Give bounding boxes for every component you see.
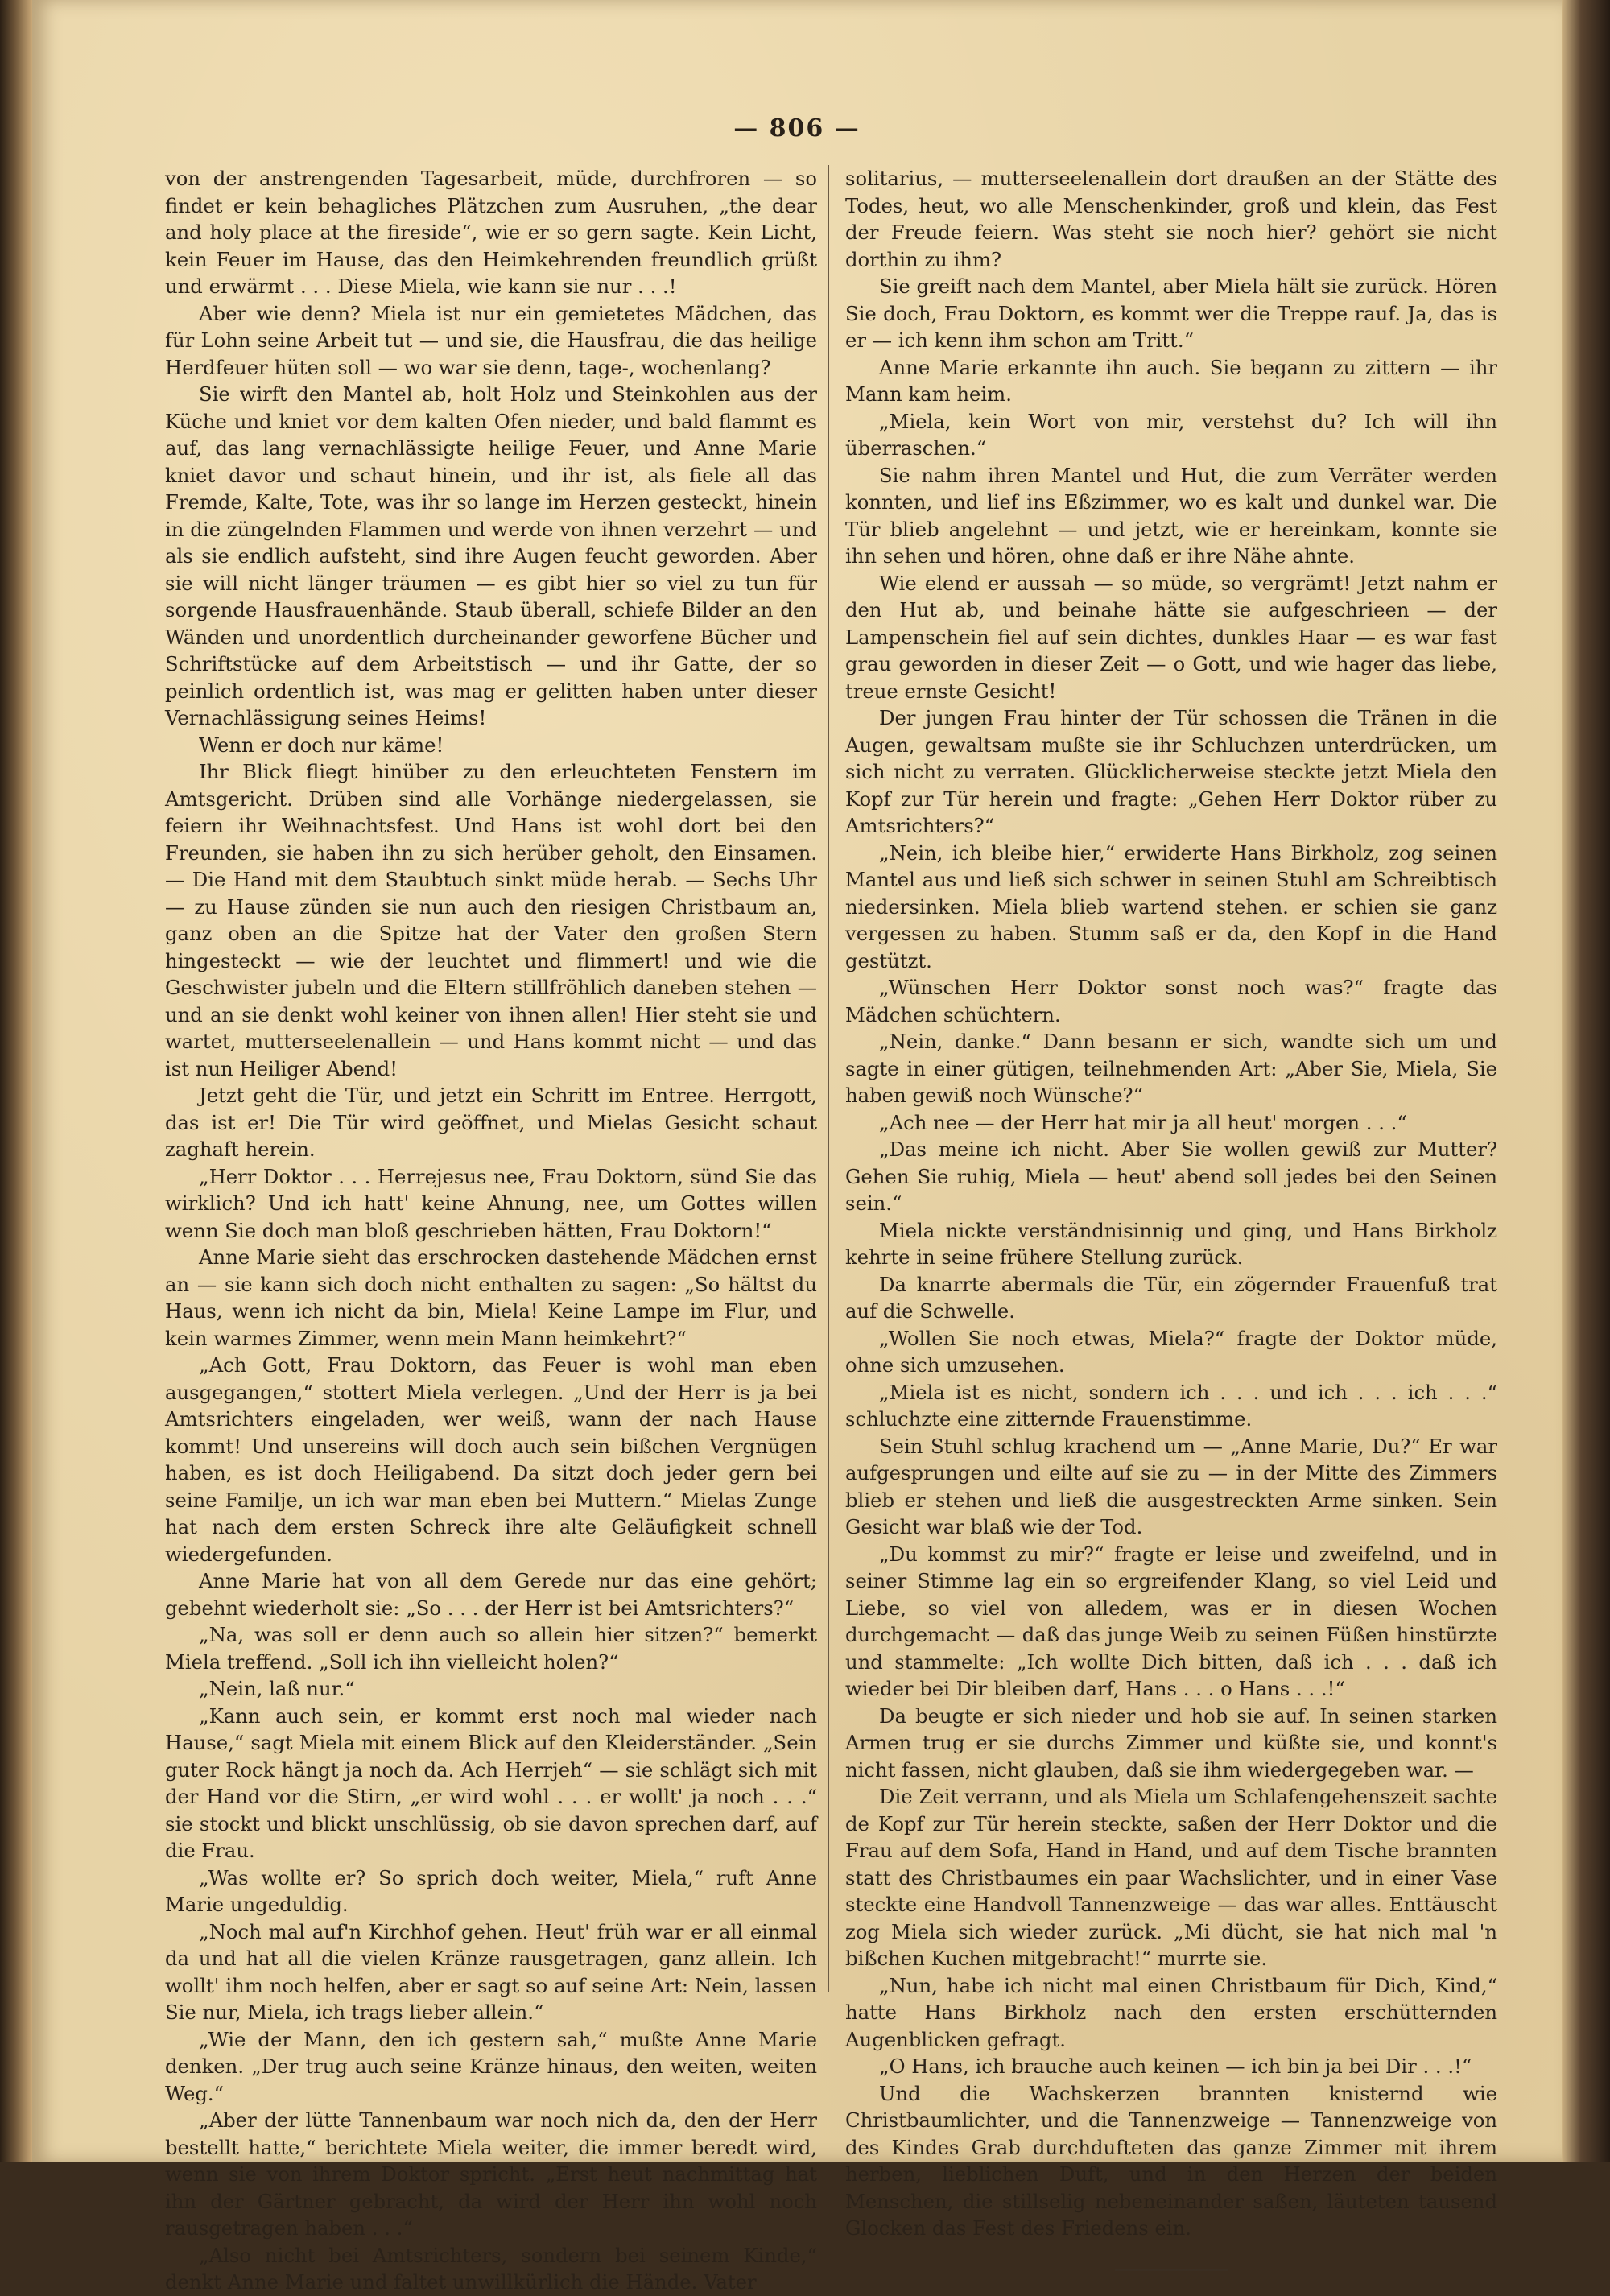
- paragraph: „Kann auch sein, er kommt erst noch mal wieder nach Hause,“ sagt Miela mit einem Blick auf den Kleiderständer. „Sein guter Rock hängt ja noch da. Ach Herrjeh“ — sie schlägt sich mit der Hand vor die Stirn, „er wird wohl . . . er wollt' ja noch . . .“ sie stockt und blickt unschlüssig, ob sie davon sprechen darf, auf die Frau.: [165, 1703, 817, 1862]
- paragraph: „Miela, kein Wort von mir, verstehst du? Ich will ihn überraschen.“: [845, 409, 1497, 460]
- paragraph: Miela nickte verständnisinnig und ging, und Hans Birkholz kehrte in seine frühere Stellung zurück.: [845, 1218, 1497, 1269]
- paragraph: „Miela ist es nicht, sondern ich . . . und ich . . . ich . . .“ schluchzte eine zitternde Frauenstimme.: [845, 1380, 1497, 1431]
- paragraph: „Also nicht bei Amtsrichters, sondern bei seinem Kinde,“ denkt Anne Marie und faltet unwillkürlich die Hände. Vater: [165, 2243, 817, 2294]
- paragraph: Sein Stuhl schlug krachend um — „Anne Marie, Du?“ Er war aufgesprungen und eilte auf sie zu — in der Mitte des Zimmers blieb er stehen und ließ die ausgestreckten Arme sinken. Sein Gesicht war blaß wie der Tod.: [845, 1434, 1497, 1538]
- paragraph: „Was wollte er? So sprich doch weiter, Miela,“ ruft Anne Marie ungeduldig.: [165, 1865, 817, 1916]
- right-column: [845, 165, 1497, 2271]
- paragraph: Aber wie denn? Miela ist nur ein gemietetes Mädchen, das für Lohn seine Arbeit tut — und sie, die Hausfrau, die das heilige Herdfeuer hüten soll — wo war sie denn, tage-, wochenlang?: [165, 301, 817, 379]
- paragraph: Sie greift nach dem Mantel, aber Miela hält sie zurück. Hören Sie doch, Frau Doktorn, es kommt wer die Treppe rauf. Ja, das is er — ich kenn ihm schon am Tritt.“: [845, 275, 1497, 352]
- left-column: [165, 165, 817, 2296]
- paragraph: Sie wirft den Mantel ab, holt Holz und Steinkohlen aus der Küche und kniet vor dem kalten Ofen nieder, und bald flammt es auf, das lang vernachlässigte heilige Feuer, und Anne Marie kniet davor und schaut hinein, und ihr ist, als fiele all das Fremde, Kalte, Tote, was ihr so lange im Herzen gesteckt, hinein in die züngelnden Flammen und werde von ihnen verzehrt — und als sie endlich aufsteht, sind ihre Augen feucht geworden. Aber sie will nicht länger träumen — es gibt hier so viel zu tun für sorgende Hausfrauenhände. Staub überall, schiefe Bilder an den Wänden und unordentlich durcheinander geworfene Bücher und Schriftstücke auf dem Arbeitstisch — und ihr Gatte, der so peinlich ordentlich ist, was mag er gelitten haben unter dieser Vernachlässigung seines Heims!: [165, 382, 817, 729]
- page-edge-shadow: [1562, 0, 1610, 2162]
- end-of-article-rule: [1115, 2269, 1228, 2271]
- paragraph: „Na, was soll er denn auch so allein hier sitzen?“ bemerkt Miela treffend. „Soll ich ihn vielleicht holen?“: [165, 1623, 817, 1674]
- paragraph: „Nein, danke.“ Dann besann er sich, wandte sich um und sagte in einer gütigen, teilnehmenden Art: „Aber Sie, Miela, Sie haben gewiß noch Wünsche?“: [845, 1030, 1497, 1107]
- paragraph: Anne Marie hat von all dem Gerede nur das eine gehört; gebehnt wiederholt sie: „So . . . der Herr ist bei Amtsrichters?“: [165, 1569, 817, 1620]
- paragraph: „O Hans, ich brauche auch keinen — ich bin ja bei Dir . . .!“: [879, 2054, 1472, 2078]
- paragraph: Sie nahm ihren Mantel und Hut, die zum Verräter werden konnten, und lief ins Eßzimmer, wo es kalt und dunkel war. Die Tür blieb angelehnt — und jetzt, wie er hereinkam, konnte sie ihn sehen und hören, ohne daß er ihre Nähe ahnte.: [845, 463, 1497, 568]
- paragraph: „Aber der lütte Tannenbaum war noch nich da, den der Herr bestellt hatte,“ berichtete Miela weiter, die immer beredt wird, wenn sie von ihrem Doktor spricht. „Erst heut nachmittag hat ihn der Gärtner gebracht, da wird der Herr ihn wohl noch rausgetragen haben . . .“: [165, 2108, 817, 2240]
- paragraph: „Nein, ich bleibe hier,“ erwiderte Hans Birkholz, zog seinen Mantel aus und ließ sich schwer in seinen Stuhl am Schreibtisch niedersinken. Miela blieb wartend stehen. er schien sie ganz vergessen zu haben. Stumm saß er da, den Kopf in die Hand gestützt.: [845, 840, 1497, 972]
- paragraph: „Noch mal auf'n Kirchhof gehen. Heut' früh war er all einmal da und hat all die vielen Kränze rausgetragen, ganz allein. Ich wollt' ihm noch helfen, aber er sagt so auf seine Art: Nein, lassen Sie nur, Miela, ich trags lieber allein.“: [165, 1919, 817, 2024]
- paragraph: Die Zeit verrann, und als Miela um Schlafengehenszeit sachte de Kopf zur Tür herein steckte, saßen der Herr Doktor und die Frau auf dem Sofa, Hand in Hand, und auf dem Tische brannten statt des Christbaumes ein paar Wachslichter, und in einer Vase steckte eine Handvoll Tannenzweige — das war alles. Enttäuscht zog Miela sich wieder zurück. „Mi dücht, sie hat nich mal 'n bißchen Kuchen mitgebracht!“ murrte sie.: [845, 1785, 1497, 1970]
- paragraph: Wenn er doch nur käme!: [199, 733, 444, 757]
- column-divider: [828, 165, 829, 1992]
- paragraph: „Herr Doktor . . . Herrejesus nee, Frau Doktorn, sünd Sie das wirklich? Und ich hatt' keine Ahnung, nee, um Gottes willen wenn Sie doch man bloß geschrieben hätten, Frau Doktorn!“: [165, 1164, 817, 1242]
- paragraph: Ihr Blick fliegt hinüber zu den erleuchteten Fenstern im Amtsgericht. Drüben sind alle Vorhänge niedergelassen, sie feiern ihr Weihnachtsfest. Und Hans ist wohl dort bei den Freunden, sie haben ihn zu sich herüber geholt, den Einsamen. — Die Hand mit dem Staubtuch sinkt müde herab. — Sechs Uhr — zu Hause zünden sie nun auch den riesigen Christbaum an, ganz oben an die Spitze hat der Vater den großen Stern hingesteckt — wie der leuchtet und flimmert! und wie die Geschwister jubeln und die Eltern stillfröhlich daneben stehen — und an sie denkt wohl keiner von ihnen allen! Hier steht sie und wartet, mutterseelenallein — und Hans kommt nicht — und das ist nun Heiliger Abend!: [165, 760, 817, 1080]
- paragraph: Der jungen Frau hinter der Tür schossen die Tränen in die Augen, gewaltsam mußte sie ihr Schluchzen unterdrücken, um sich nicht zu verraten. Glücklicherweise steckte jetzt Miela den Kopf zur Tür herein und fragte: „Gehen Herr Doktor rüber zu Amtsrichters?“: [845, 706, 1497, 837]
- paragraph: Anne Marie sieht das erschrocken dastehende Mädchen ernst an — sie kann sich doch nicht enthalten zu sagen: „So hältst du Haus, wenn ich nicht da bin, Miela! Keine Lampe im Flur, und kein warmes Zimmer, wenn mein Mann heimkehrt?“: [165, 1245, 817, 1350]
- paragraph: Da beugte er sich nieder und hob sie auf. In seinen starken Armen trug er sie durchs Zimmer und küßte sie, und konnt's nicht fassen, nicht glauben, daß sie ihm wiedergegeben war. —: [845, 1703, 1497, 1782]
- paragraph: Da knarrte abermals die Tür, ein zögernder Frauenfuß trat auf die Schwelle.: [845, 1272, 1497, 1323]
- paragraph: von der anstrengenden Tagesarbeit, müde, durchfroren — so findet er kein behagliches Plätzchen zum Ausruhen, „the dear and holy place at the fireside“, wie er so gern sagte. Kein Licht, kein Feuer im Hause, das den Heimkehrenden freundlich grüßt und erwärmt . . . Diese Miela, wie kann sie nur . . .!: [165, 167, 817, 298]
- paragraph: Jetzt geht die Tür, und jetzt ein Schritt im Entree. Herrgott, das ist er! Die Tür wird geöffnet, und Mielas Gesicht schaut zaghaft herein.: [165, 1084, 817, 1161]
- newspaper-page: [32, 0, 1562, 2294]
- paragraph: „Nun, habe ich nicht mal einen Christbaum für Dich, Kind,“ hatte Hans Birkholz nach den ersten erschütternden Augenblicken gefragt.: [845, 1973, 1497, 2051]
- paragraph: Anne Marie erkannte ihn auch. Sie begann zu zittern — ihr Mann kam heim.: [845, 355, 1497, 406]
- page-number: — 806 —: [733, 114, 861, 142]
- paragraph: „Nein, laß nur.“: [199, 1677, 355, 1700]
- paragraph: „Wollen Sie noch etwas, Miela?“ fragte der Doktor müde, ohne sich umzusehen.: [845, 1326, 1497, 1377]
- paragraph: „Du kommst zu mir?“ fragte er leise und zweifelnd, und in seiner Stimme lag ein so ergreifender Klang, so viel Leid und Liebe, so viel von alledem, was er in diesen Wochen durchgemacht — daß das junge Weib zu seinen Füßen hinstürzte und stammelte: „Ich wollte Dich bitten, daß ich . . . daß ich wieder bei Dir bleiben darf, Hans . . . o Hans . . .!“: [845, 1542, 1497, 1700]
- paragraph: „Wünschen Herr Doktor sonst noch was?“ fragte das Mädchen schüchtern.: [845, 976, 1497, 1026]
- book-spine-shadow: [0, 0, 32, 2162]
- paragraph: „Wie der Mann, den ich gestern sah,“ mußte Anne Marie denken. „Der trug auch seine Kränze hinaus, den weiten, weiten Weg.“: [165, 2027, 817, 2105]
- paragraph: solitarius, — mutterseelenallein dort draußen an der Stätte des Todes, heut, wo alle Menschenkinder, groß und klein, das Fest der Freude feiern. Was steht sie noch hier? gehört sie nicht dorthin zu ihm?: [845, 167, 1497, 271]
- paragraph: Wie elend er aussah — so müde, so vergrämt! Jetzt nahm er den Hut ab, und beinahe hätte sie aufgeschrieen — der Lampenschein fiel auf sein dichtes, dunkles Haar — es war fast grau geworden in dieser Zeit — o Gott, und wie hager das liebe, treue ernste Gesicht!: [845, 571, 1497, 703]
- paragraph: Und die Wachskerzen brannten knisternd wie Christbaumlichter, und die Tannenzweige — Tannenzweige von des Kindes Grab durchdufteten das ganze Zimmer mit ihrem herben, lieblichen Duft, und in den Herzen der beiden Menschen, die stillselig nebeneinander saßen, läuteten tausend Glocken das Fest des Friedens ein.: [845, 2081, 1497, 2240]
- paragraph: „Das meine ich nicht. Aber Sie wollen gewiß zur Mutter? Gehen Sie ruhig, Miela — heut' abend soll jedes bei den Seinen sein.“: [845, 1138, 1497, 1215]
- paragraph: „Ach Gott, Frau Doktorn, das Feuer is wohl man eben ausgegangen,“ stottert Miela verlegen. „Und der Herr is ja bei Amtsrichters eingeladen, wer weiß, wann der nach Hause kommt! Und unsereins will doch auch sein bißchen Vergnügen haben, es ist doch Heiligabend. Da sitzt doch jeder gern bei seine Familje, un ich war man eben bei Muttern.“ Mielas Zunge hat nach dem ersten Schreck ihre alte Geläufigkeit schnell wiedergefunden.: [165, 1353, 817, 1566]
- paragraph: „Ach nee — der Herr hat mir ja all heut' morgen . . .“: [879, 1110, 1407, 1134]
